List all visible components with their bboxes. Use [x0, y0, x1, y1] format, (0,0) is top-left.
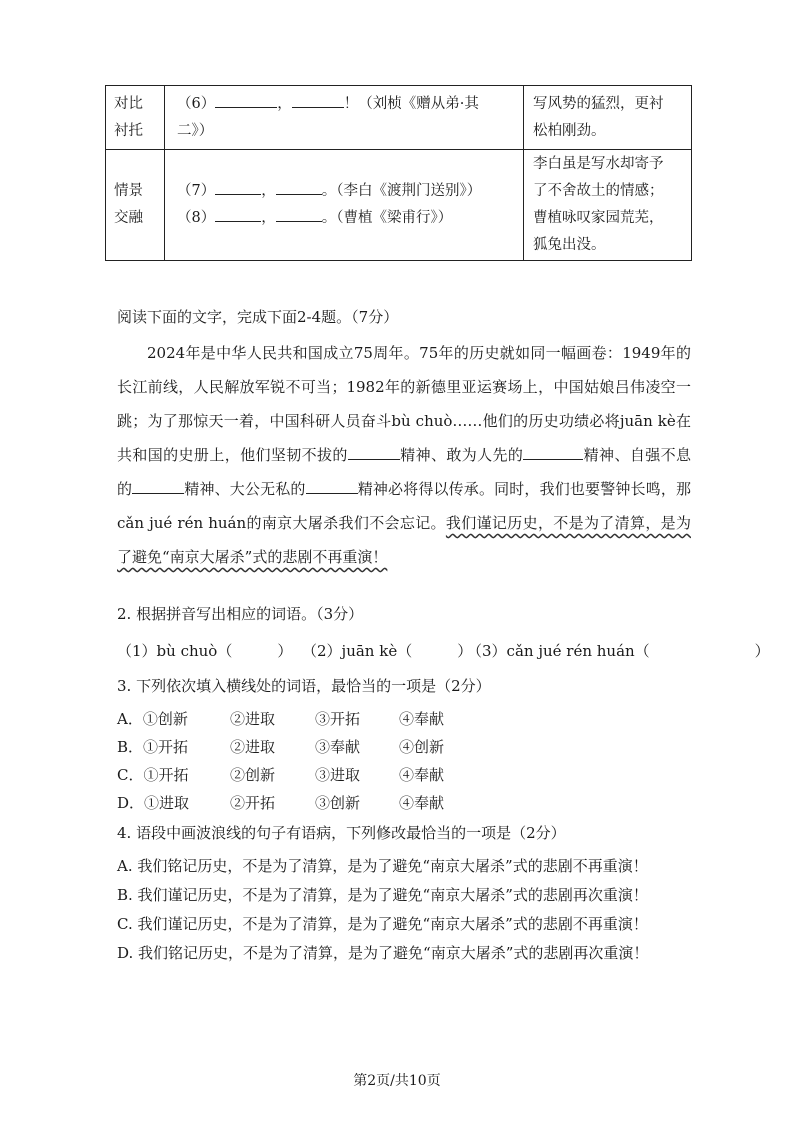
q2-item-2[interactable]: （2）juān kè（ ） — [302, 642, 473, 660]
answer-blank-7a[interactable] — [215, 179, 261, 195]
passage-blank-1[interactable] — [348, 445, 400, 460]
passage-blank-3[interactable] — [132, 479, 184, 494]
answer-blank-6b[interactable] — [292, 92, 344, 108]
category-cell: 情景 交融 — [106, 150, 165, 261]
passage-blank-4[interactable] — [306, 479, 358, 494]
table-row — [106, 150, 692, 261]
exam-page: 对比 衬托 （6） ， ！（刘桢《赠从弟·其 二》） 写风势的猛烈，更衬 松柏刚劲。 情景 交融 （7） ， 。（李白《渡荆门送别》） （8） ， 。（曹植《梁甫行》） 李白虽是写水却寄予 了不舍故土的情感； 曹植咏叹家园荒芜， 狐兔出没。 阅读下面的文字，完成下面2-4题。（7分） 2024年是中华人民共和国成立75周年。75年的历史就如同一幅画卷：1949年的长江前线，人民解放军锐不可当；1982年的新德里亚运赛场上，中国姑娘吕伟凌空一跳；为了那惊天一着，中国科研人员奋斗bù chuò……他们的历史功绩必将juān kè在共和国的史册上，他们坚韧不拔的 精神、敢为人先的 精神、自强不息的 精神、大公无私的 精神必将得以传承。同时，我们也要警钟长鸣，那cǎn jué rén huán的南京大屠杀我们不会忘记。我们谨记历史，不是为了清算，是为了避免“南京大屠杀”式的悲剧不再重演！ 2. 根据拼音写出相应的词语。（3分） （1）bù chuò（ ） （2）juān kè（ ） （3）cǎn jué rén huán（ ） 3. 下列依次填入横线处的词语，最恰当的一项是（2分） A．①创新 ②进取 ③开拓 ④奉献 B．①开拓 ②进取 ③奉献 ④创新 C．①开拓 ②创新 ③进取 ④奉献 D．①进取 ②开拓 ③创新 ④奉献 4. 语段中画波浪线的句子有语病，下列修改最恰当的一项是（2分） A. 我们铭记历史，不是为了清算，是为了避免“南京大屠杀”式的悲剧不再重演！ B. 我们谨记历史，不是为了清算，是为了避免“南京大屠杀”式的悲剧再次重演！ C. 我们谨记历史，不是为了清算，是为了避免“南京大屠杀”式的悲剧不再重演！ D. 我们铭记历史，不是为了清算，是为了避免“南京大屠杀”式的悲剧再次重演！ 第2页/共10页 — [0, 0, 794, 1123]
answer-blank-8b[interactable] — [276, 206, 322, 222]
page-number: 第2页/共10页 — [353, 1073, 441, 1089]
question-4-stem: 4. 语段中画波浪线的句子有语病，下列修改最恰当的一项是（2分） — [117, 824, 566, 842]
question-2-stem: 2. 根据拼音写出相应的词语。（3分） — [117, 605, 364, 623]
answer-blank-7b[interactable] — [276, 179, 322, 195]
note-cell: 写风势的猛烈，更衬 松柏刚劲。 — [524, 86, 692, 150]
category-cell: 对比 衬托 — [106, 86, 165, 150]
poem-blank-cell: （7） ， 。（李白《渡荆门送别》） （8） ， 。（曹植《梁甫行》） — [165, 150, 524, 261]
answer-blank-8a[interactable] — [215, 206, 261, 222]
passage-blank-2[interactable] — [523, 445, 583, 460]
q4-option-c[interactable]: C. 我们谨记历史，不是为了清算，是为了避免“南京大屠杀”式的悲剧不再重演！ — [117, 915, 648, 933]
note-cell: 李白虽是写水却寄予 了不舍故土的情感； 曹植咏叹家园荒芜， 狐兔出没。 — [524, 150, 692, 261]
poetry-table — [105, 85, 692, 261]
reading-passage: 2024年是中华人民共和国成立75周年。75年的历史就如同一幅画卷：1949年的长江前线，人民解放军锐不可当；1982年的新德里亚运赛场上，中国姑娘吕伟凌空一跳；为了那惊天一着，中国科研人员奋斗bù chuò……他们的历史功绩必将juān kè在共和国的史册上，他们坚韧不拔的 精神、敢为人先的 精神、自强不息的 精神、大公无私的 精神必将得以传承。同时，我们也要警钟长鸣，那cǎn jué rén huán的南京大屠杀我们不会忘记。我们谨记历史，不是为了清算，是为了避免“南京大屠杀”式的悲剧不再重演！ — [117, 344, 691, 566]
q2-item-1[interactable]: （1）bù chuò（ ） — [117, 642, 293, 660]
poem-blank-cell: （6） ， ！（刘桢《赠从弟·其 二》） — [165, 86, 524, 150]
q4-option-d[interactable]: D. 我们铭记历史，不是为了清算，是为了避免“南京大屠杀”式的悲剧再次重演！ — [117, 944, 649, 962]
wavy-underlined-sentence: 我们谨记历史，不是为了清算，是为了避免“南京大屠杀”式的悲剧不再重演！ — [117, 514, 691, 566]
reading-instruction: 阅读下面的文字，完成下面2-4题。（7分） — [117, 308, 399, 326]
table-row — [106, 86, 692, 150]
q4-option-b[interactable]: B. 我们谨记历史，不是为了清算，是为了避免“南京大屠杀”式的悲剧再次重演！ — [117, 886, 648, 904]
q4-option-a[interactable]: A. 我们铭记历史，不是为了清算，是为了避免“南京大屠杀”式的悲剧不再重演！ — [117, 857, 648, 875]
q2-item-3[interactable]: （3）cǎn jué rén huán（ ） — [467, 642, 770, 660]
question-3-stem: 3. 下列依次填入横线处的词语，最恰当的一项是（2分） — [117, 677, 491, 695]
answer-blank-6a[interactable] — [215, 92, 277, 108]
